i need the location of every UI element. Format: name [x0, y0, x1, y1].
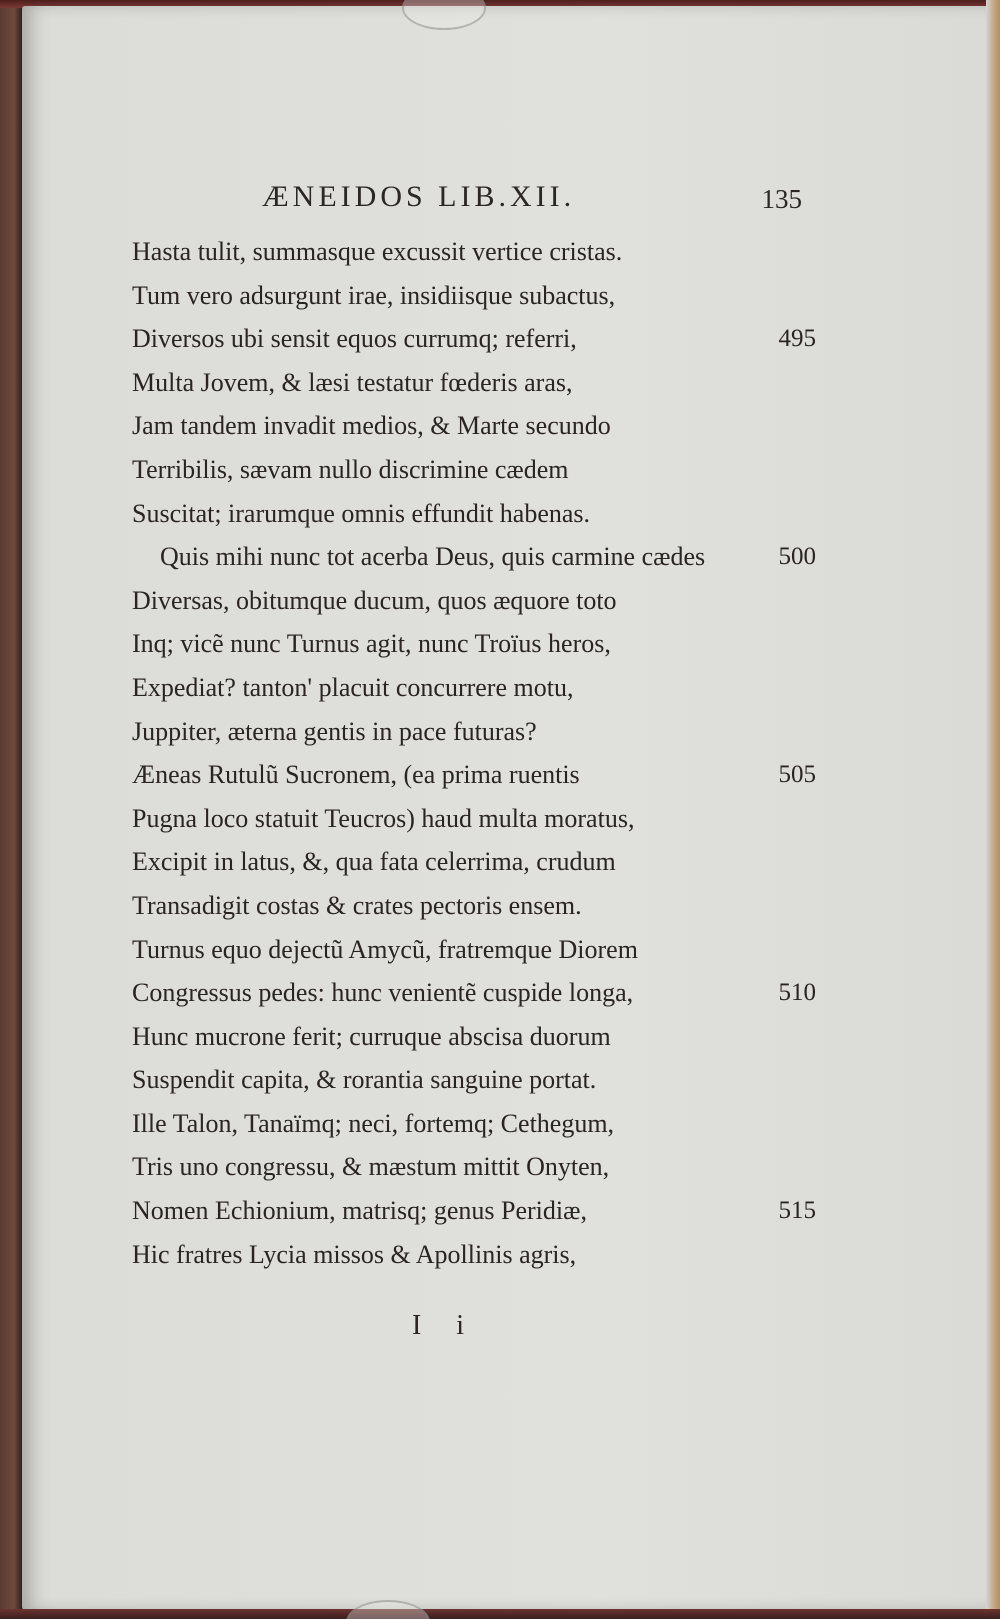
verse-line: [132, 492, 812, 536]
verse-text: Ille Talon, Tanaïmq; neci, fortemq; Cethegum,: [132, 1108, 615, 1138]
verse-list: [132, 230, 816, 1276]
verse-text: Suscitat; irarumque omnis effundit habenas.: [132, 498, 591, 528]
verse-text: Pugna loco statuit Teucros) haud multa moratus,: [132, 803, 635, 833]
verse-line: [132, 579, 812, 623]
page-header: [262, 180, 802, 220]
verse-text: Expediat? tanton' placuit concurrere motu,: [132, 672, 574, 702]
line-number: 500: [778, 543, 816, 571]
verse-line: [132, 1015, 812, 1059]
verse-line: [132, 317, 816, 361]
verse-text: Tum vero adsurgunt irae, insidiisque subactus,: [132, 280, 616, 310]
verse-line: [132, 1102, 812, 1146]
verse-line: [132, 1145, 812, 1189]
verse-text: Jam tandem invadit medios, & Marte secundo: [132, 411, 611, 441]
verse-text: Hunc mucrone ferit; curruque abscisa duorum: [132, 1021, 611, 1051]
verse-line: [132, 361, 812, 405]
verse-text: Tris uno congressu, & mæstum mittit Onyten,: [132, 1152, 610, 1182]
running-head: ÆNEIDOS LIB.XII.: [262, 180, 576, 213]
verse-text: Æneas Rutulũ Sucronem, (ea prima ruentis: [132, 760, 580, 790]
page-fore-edge: [986, 0, 1000, 1619]
verse-line: [132, 797, 812, 841]
verse-line: [132, 1189, 816, 1233]
verse-text: Quis mihi nunc tot acerba Deus, quis carmine cædes: [160, 542, 706, 572]
line-number: 510: [778, 979, 816, 1007]
verse-text: Diversas, obitumque ducum, quos æquore toto: [132, 585, 617, 615]
binding-edge-bottom: [0, 1609, 1000, 1619]
verse-line: [132, 622, 812, 666]
verse-text: Nomen Echionium, matrisq; genus Peridiæ,: [132, 1196, 587, 1226]
verse-line: [132, 535, 816, 579]
verse-text: Multa Jovem, & læsi testatur fœderis aras,: [132, 367, 573, 397]
verse-text: Suspendit capita, & rorantia sanguine portat.: [132, 1065, 597, 1095]
verse-line: [132, 448, 812, 492]
verse-line: [132, 404, 812, 448]
verse-text: Diversos ubi sensit equos currumq; referri,: [132, 324, 577, 354]
verse-text: Transadigit costas & crates pectoris ensem.: [132, 890, 582, 920]
verse-line: [132, 1233, 812, 1277]
line-number: 515: [778, 1197, 816, 1225]
verse-line: [132, 230, 812, 274]
verse-line: [132, 753, 816, 797]
signature-mark: I i: [411, 1310, 479, 1341]
verse-text: Inq; vicẽ nunc Turnus agit, nunc Troïus heros,: [132, 629, 611, 659]
verse-text: Excipit in latus, &, qua fata celerrima, crudum: [132, 847, 616, 877]
verse-text: Terribilis, sævam nullo discrimine cædem: [132, 454, 569, 484]
verse-line: [132, 1058, 812, 1102]
verse-text: Congressus pedes: hunc venientẽ cuspide longa,: [132, 978, 634, 1008]
verse-line: [132, 274, 812, 318]
verse-line: [132, 666, 812, 710]
verse-line: [132, 710, 812, 754]
verse-text: Hic fratres Lycia missos & Apollinis agris,: [132, 1239, 577, 1269]
verse-line: [132, 884, 812, 928]
verse-line: [132, 840, 812, 884]
line-number: 495: [778, 325, 816, 353]
verse-text: Hasta tulit, summasque excussit vertice cristas.: [132, 237, 623, 266]
verse-text: Juppiter, æterna gentis in pace futuras?: [132, 716, 537, 746]
verse-line: [132, 971, 816, 1015]
verse-text: Turnus equo dejectũ Amycũ, fratremque Diorem: [132, 934, 638, 964]
line-number: 505: [778, 761, 816, 789]
page-number: 135: [761, 184, 802, 214]
verse-line: [132, 928, 812, 972]
